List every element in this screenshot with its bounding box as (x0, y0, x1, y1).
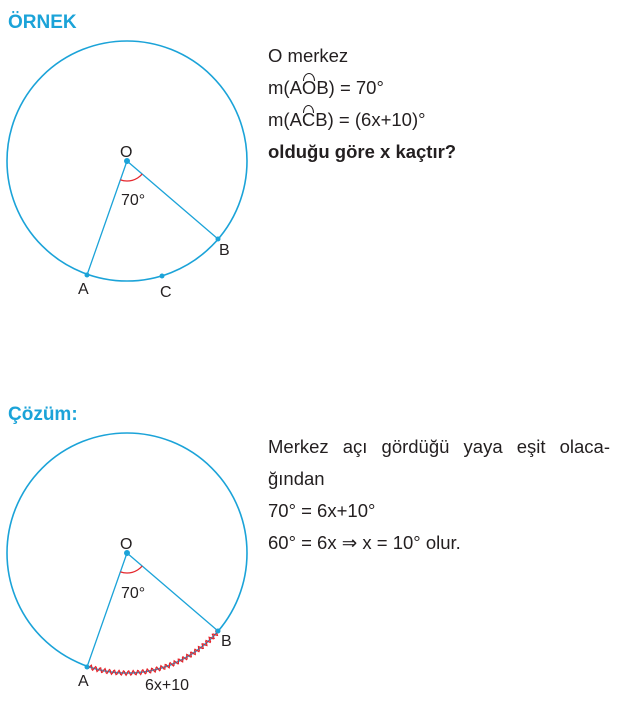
example-point-b-label: B (219, 242, 230, 259)
example-line-1: O merkez (268, 45, 349, 66)
solution-angle-mark (120, 566, 142, 573)
example-statement (268, 40, 456, 168)
example-center-label: O (120, 144, 133, 161)
solution-point-a-label: A (78, 673, 89, 690)
solution-line-4: 60° = 6x ⇒ x = 10° olur. (268, 532, 461, 553)
example-point-a-dot (85, 273, 90, 278)
solution-arc-label: 6x+10 (145, 677, 190, 694)
solution-radius-oa (87, 553, 127, 667)
solution-circle-figure (0, 392, 260, 702)
example-point-c-label: C (160, 284, 172, 301)
example-radius-oa (87, 161, 127, 275)
solution-center-label: O (120, 536, 133, 553)
solution-heading: Çözüm: (8, 404, 78, 425)
solution-point-a-dot (85, 665, 90, 670)
example-angle-mark (120, 174, 142, 181)
solution-point-b-label: B (221, 633, 232, 650)
solution-line-2: ğından (268, 468, 325, 489)
example-heading: ÖRNEK (8, 12, 77, 33)
example-circle-figure (0, 0, 260, 310)
arc-notation-acb: C (302, 104, 315, 136)
example-line-2: m(AOB) = 70° (268, 72, 456, 104)
solution-text (268, 431, 610, 559)
example-point-a-label: A (78, 281, 89, 298)
solution-line-1: Merkez açı gördüğü yaya eşit olaca- (268, 436, 610, 457)
solution-point-b-dot (216, 629, 221, 634)
arc-notation-aob: O (302, 72, 316, 104)
example-line-3: m(ACB) = (6x+10)° (268, 104, 456, 136)
solution-angle-label: 70° (121, 585, 146, 602)
solution-line-3: 70° = 6x+10° (268, 500, 376, 521)
example-angle-label: 70° (121, 192, 146, 209)
solution-wavy-arc (87, 630, 218, 675)
example-point-b-dot (216, 237, 221, 242)
example-question: olduğu göre x kaçtır? (268, 141, 457, 162)
example-point-c-dot (160, 274, 165, 279)
